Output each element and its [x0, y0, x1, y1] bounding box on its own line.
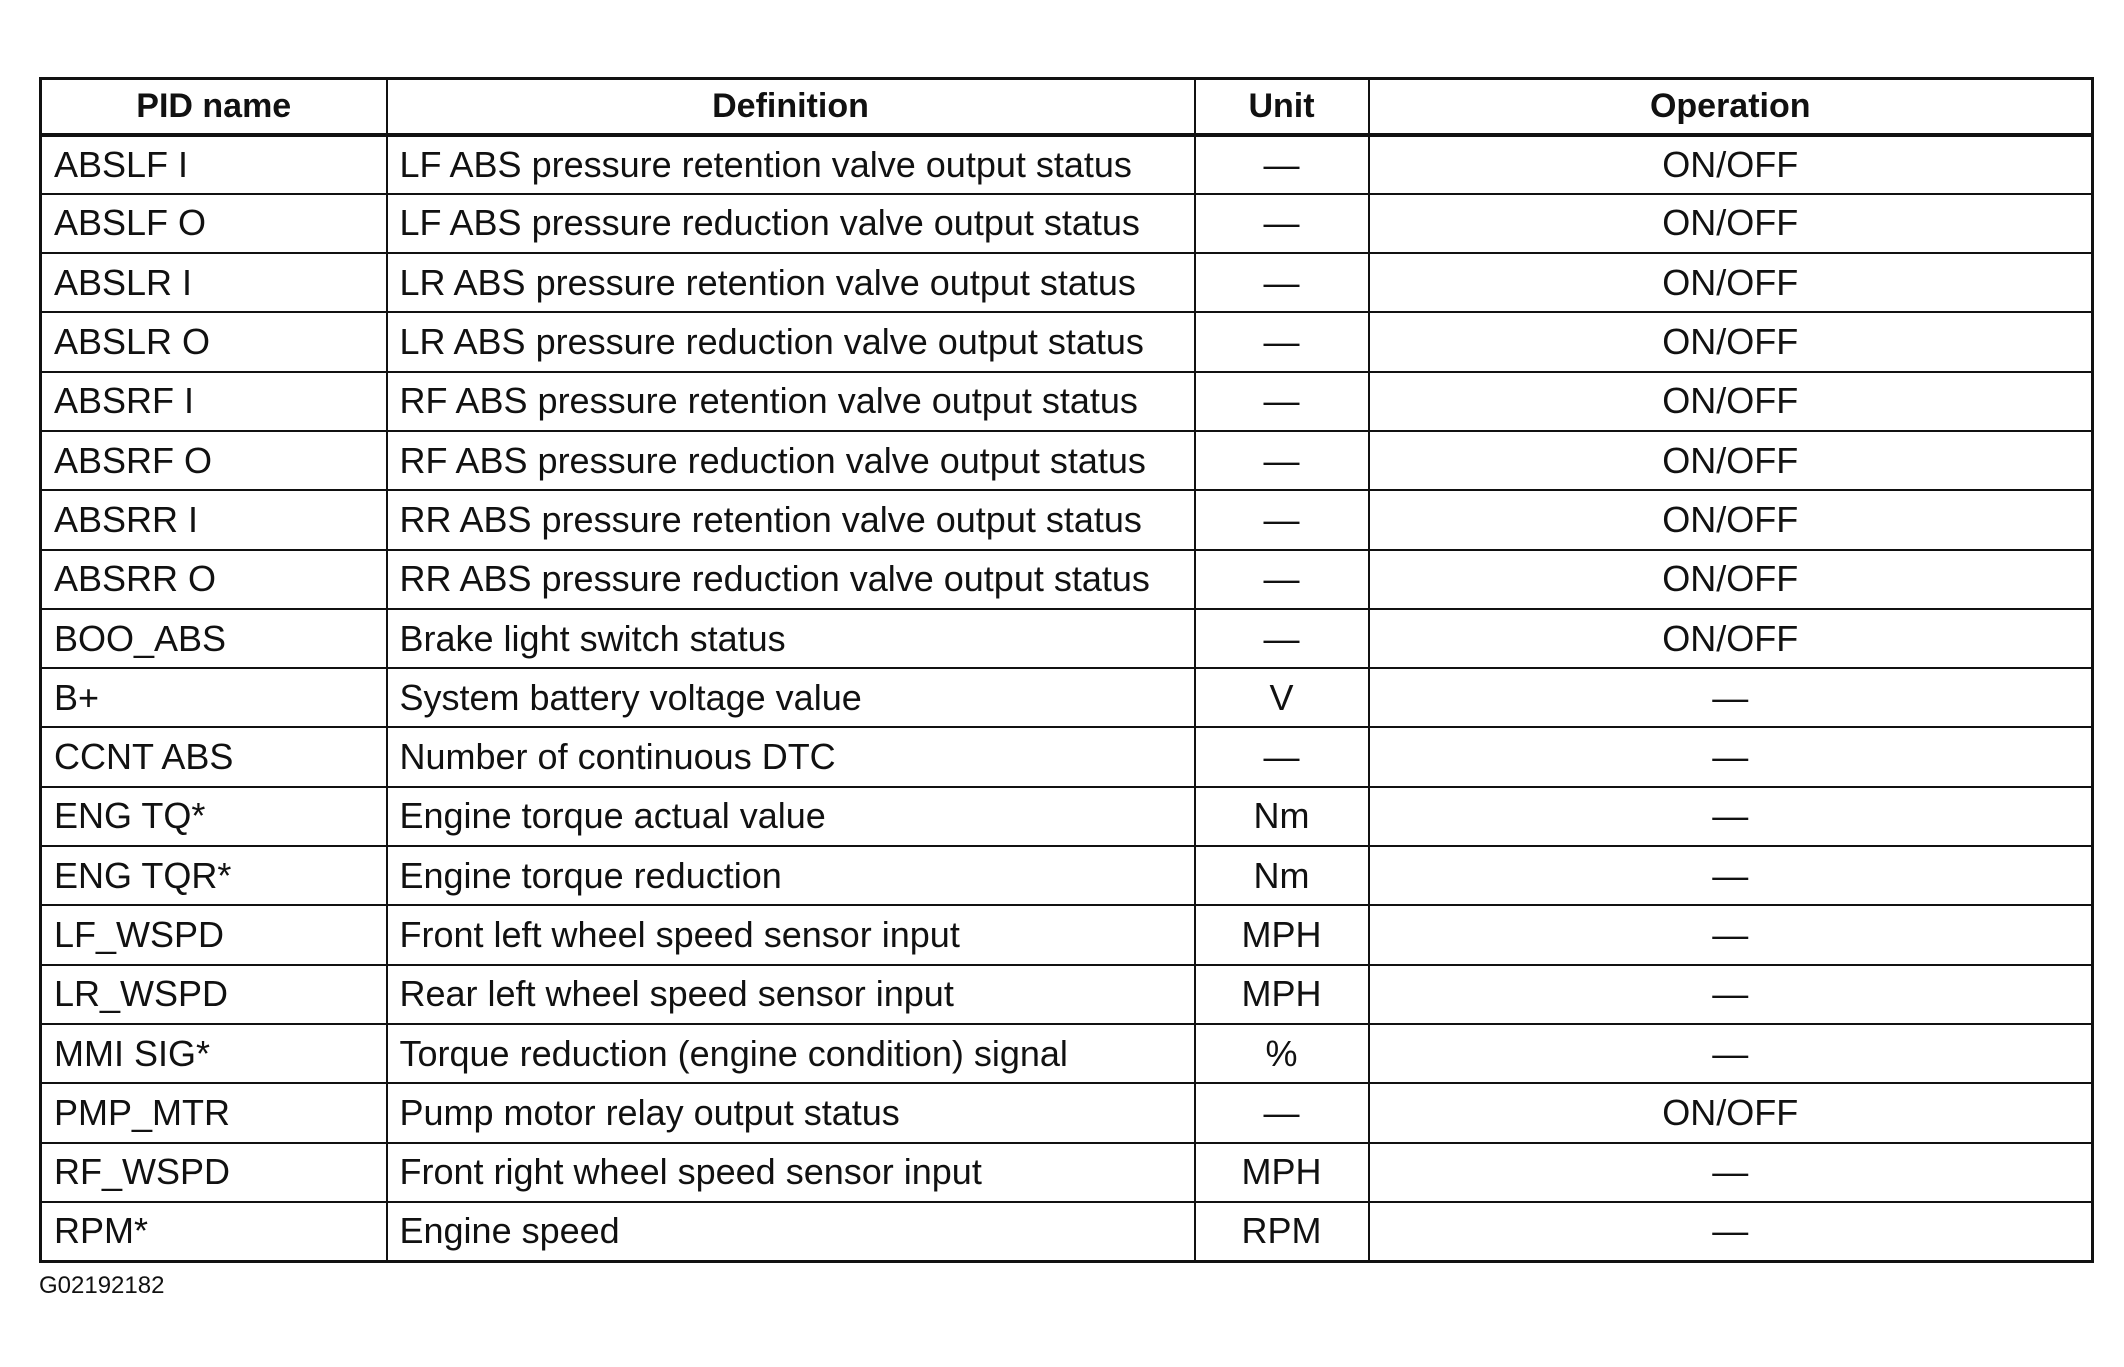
cell-pid: MMI SIG*: [41, 1024, 387, 1083]
cell-pid: B+: [41, 668, 387, 727]
cell-unit: MPH: [1195, 1143, 1369, 1202]
cell-unit: Nm: [1195, 846, 1369, 905]
table-row: [41, 490, 2093, 549]
cell-unit: —: [1195, 727, 1369, 786]
cell-definition: Front left wheel speed sensor input: [387, 905, 1195, 964]
cell-unit: —: [1195, 490, 1369, 549]
cell-definition: Rear left wheel speed sensor input: [387, 965, 1195, 1024]
cell-unit: V: [1195, 668, 1369, 727]
cell-definition: LR ABS pressure reduction valve output status: [387, 312, 1195, 371]
cell-definition: Engine speed: [387, 1202, 1195, 1261]
table-body: [41, 135, 2093, 1262]
cell-operation: —: [1369, 727, 2093, 786]
cell-operation: —: [1369, 787, 2093, 846]
table-row: [41, 787, 2093, 846]
cell-unit: —: [1195, 312, 1369, 371]
cell-definition: Engine torque reduction: [387, 846, 1195, 905]
cell-pid: BOO_ABS: [41, 609, 387, 668]
cell-unit: %: [1195, 1024, 1369, 1083]
table-row: [41, 253, 2093, 312]
header-unit: Unit: [1195, 79, 1369, 135]
table-row: [41, 431, 2093, 490]
cell-pid: LF_WSPD: [41, 905, 387, 964]
cell-unit: —: [1195, 431, 1369, 490]
cell-unit: RPM: [1195, 1202, 1369, 1261]
header-operation: Operation: [1369, 79, 2093, 135]
table-row: [41, 1024, 2093, 1083]
cell-unit: —: [1195, 135, 1369, 194]
figure-code: G02192182: [39, 1272, 165, 1299]
cell-definition: Torque reduction (engine condition) signal: [387, 1024, 1195, 1083]
cell-unit: —: [1195, 550, 1369, 609]
cell-definition: RR ABS pressure retention valve output status: [387, 490, 1195, 549]
cell-definition: Engine torque actual value: [387, 787, 1195, 846]
cell-definition: Brake light switch status: [387, 609, 1195, 668]
cell-operation: —: [1369, 1202, 2093, 1261]
cell-operation: ON/OFF: [1369, 490, 2093, 549]
table-row: [41, 135, 2093, 194]
cell-definition: LF ABS pressure reduction valve output status: [387, 194, 1195, 253]
cell-definition: Number of continuous DTC: [387, 727, 1195, 786]
cell-definition: LR ABS pressure retention valve output status: [387, 253, 1195, 312]
cell-operation: ON/OFF: [1369, 372, 2093, 431]
cell-pid: RF_WSPD: [41, 1143, 387, 1202]
table-row: [41, 727, 2093, 786]
cell-operation: —: [1369, 1143, 2093, 1202]
cell-pid: CCNT ABS: [41, 727, 387, 786]
cell-operation: ON/OFF: [1369, 609, 2093, 668]
table-row: [41, 1083, 2093, 1142]
cell-operation: —: [1369, 905, 2093, 964]
cell-operation: —: [1369, 668, 2093, 727]
table-row: [41, 372, 2093, 431]
cell-pid: ABSRF O: [41, 431, 387, 490]
cell-pid: ABSLR I: [41, 253, 387, 312]
cell-unit: —: [1195, 372, 1369, 431]
cell-pid: PMP_MTR: [41, 1083, 387, 1142]
cell-operation: ON/OFF: [1369, 135, 2093, 194]
cell-definition: System battery voltage value: [387, 668, 1195, 727]
cell-operation: ON/OFF: [1369, 431, 2093, 490]
cell-pid: ABSLR O: [41, 312, 387, 371]
cell-pid: ABSRR I: [41, 490, 387, 549]
table-row: [41, 905, 2093, 964]
cell-definition: LF ABS pressure retention valve output status: [387, 135, 1195, 194]
cell-operation: —: [1369, 1024, 2093, 1083]
table-row: [41, 194, 2093, 253]
cell-operation: —: [1369, 846, 2093, 905]
cell-definition: RF ABS pressure reduction valve output status: [387, 431, 1195, 490]
cell-definition: RF ABS pressure retention valve output status: [387, 372, 1195, 431]
table-header-row: [41, 79, 2093, 135]
pid-table: [39, 77, 2094, 1263]
cell-unit: —: [1195, 1083, 1369, 1142]
cell-unit: —: [1195, 253, 1369, 312]
cell-pid: ABSLF I: [41, 135, 387, 194]
header-definition: Definition: [387, 79, 1195, 135]
cell-pid: LR_WSPD: [41, 965, 387, 1024]
cell-pid: ABSRF I: [41, 372, 387, 431]
table-row: [41, 1143, 2093, 1202]
cell-pid: ENG TQR*: [41, 846, 387, 905]
table-row: [41, 550, 2093, 609]
cell-definition: Front right wheel speed sensor input: [387, 1143, 1195, 1202]
table-row: [41, 609, 2093, 668]
cell-unit: —: [1195, 609, 1369, 668]
table-row: [41, 312, 2093, 371]
cell-operation: ON/OFF: [1369, 550, 2093, 609]
cell-unit: MPH: [1195, 965, 1369, 1024]
cell-pid: ABSRR O: [41, 550, 387, 609]
cell-operation: ON/OFF: [1369, 194, 2093, 253]
cell-definition: Pump motor relay output status: [387, 1083, 1195, 1142]
header-pid-name: PID name: [41, 79, 387, 135]
cell-unit: MPH: [1195, 905, 1369, 964]
cell-definition: RR ABS pressure reduction valve output status: [387, 550, 1195, 609]
table-row: [41, 846, 2093, 905]
cell-operation: ON/OFF: [1369, 312, 2093, 371]
cell-pid: RPM*: [41, 1202, 387, 1261]
cell-pid: ENG TQ*: [41, 787, 387, 846]
cell-pid: ABSLF O: [41, 194, 387, 253]
table-row: [41, 668, 2093, 727]
table-row: [41, 1202, 2093, 1261]
cell-operation: ON/OFF: [1369, 253, 2093, 312]
cell-operation: —: [1369, 965, 2093, 1024]
cell-unit: Nm: [1195, 787, 1369, 846]
table-row: [41, 965, 2093, 1024]
cell-unit: —: [1195, 194, 1369, 253]
cell-operation: ON/OFF: [1369, 1083, 2093, 1142]
